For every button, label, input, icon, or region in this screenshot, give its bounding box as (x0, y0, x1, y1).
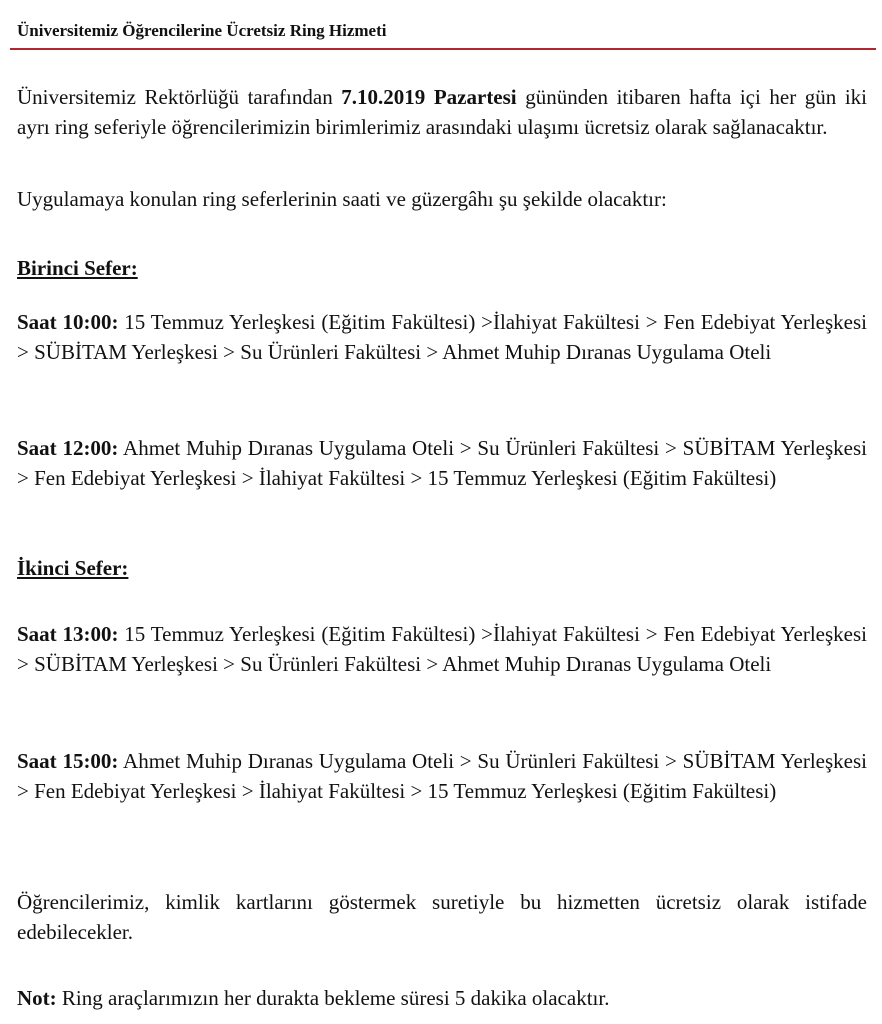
trip-time-label: Saat 15:00: (17, 749, 119, 773)
trip-time-entry (17, 307, 867, 367)
second-trip-heading: İkinci Sefer: (17, 556, 129, 580)
intro-paragraph (17, 82, 867, 142)
title-divider (10, 48, 876, 50)
page-title: Üniversitemiz Öğrencilerine Ücretsiz Ring Hizmeti (17, 21, 387, 40)
trip-time-label: Saat 13:00: (17, 622, 119, 646)
note-text: Ring araçlarımızın her durakta bekleme süresi 5 dakika olacaktır. (56, 986, 610, 1010)
trip-time-entry (17, 433, 867, 493)
trip-time-entry (17, 619, 867, 679)
note-label: Not: (17, 986, 57, 1010)
trip-time-label: Saat 10:00: (17, 310, 119, 334)
waiting-time-note (17, 983, 867, 1013)
first-trip-heading: Birinci Sefer: (17, 256, 138, 280)
intro-text-before: Üniversitemiz Rektörlüğü tarafından (17, 85, 342, 109)
trip-time-label: Saat 12:00: (17, 436, 119, 460)
trip-route-text: 15 Temmuz Yerleşkesi (Eğitim Fakültesi) >İlahiyat Fakültesi > Fen Edebiyat Yerleşkesi > SÜBİTAM Yerleşkesi > Su Ürünleri Fakültesi > Ahmet Muhip Dıranas Uygulama Oteli (17, 622, 867, 676)
route-intro-paragraph: Uygulamaya konulan ring seferlerinin saati ve güzergâhı şu şekilde olacaktır: (17, 187, 667, 211)
intro-text-after: gününden itibaren hafta içi her gün iki ayrı ring seferiyle öğrencilerimizin birimlerimiz arasındaki ulaşımı ücretsiz olarak sağlanacaktır. (17, 85, 867, 139)
trip-route-text: 15 Temmuz Yerleşkesi (Eğitim Fakültesi) >İlahiyat Fakültesi > Fen Edebiyat Yerleşkesi > SÜBİTAM Yerleşkesi > Su Ürünleri Fakültesi > Ahmet Muhip Dıranas Uygulama Oteli (17, 310, 867, 364)
trip-time-entry (17, 746, 867, 806)
trip-route-text: Ahmet Muhip Dıranas Uygulama Oteli > Su Ürünleri Fakültesi > SÜBİTAM Yerleşkesi > Fen Edebiyat Yerleşkesi > İlahiyat Fakültesi > 15 Temmuz Yerleşkesi (Eğitim Fakültesi) (17, 749, 867, 803)
id-card-note-paragraph: Öğrencilerimiz, kimlik kartlarını göstermek suretiyle bu hizmetten ücretsiz olarak istifade edebilecekler. (17, 890, 867, 944)
trip-route-text: Ahmet Muhip Dıranas Uygulama Oteli > Su Ürünleri Fakültesi > SÜBİTAM Yerleşkesi > Fen Edebiyat Yerleşkesi > İlahiyat Fakültesi > 15 Temmuz Yerleşkesi (Eğitim Fakültesi) (17, 436, 867, 490)
intro-start-date: 7.10.2019 Pazartesi (341, 85, 517, 109)
